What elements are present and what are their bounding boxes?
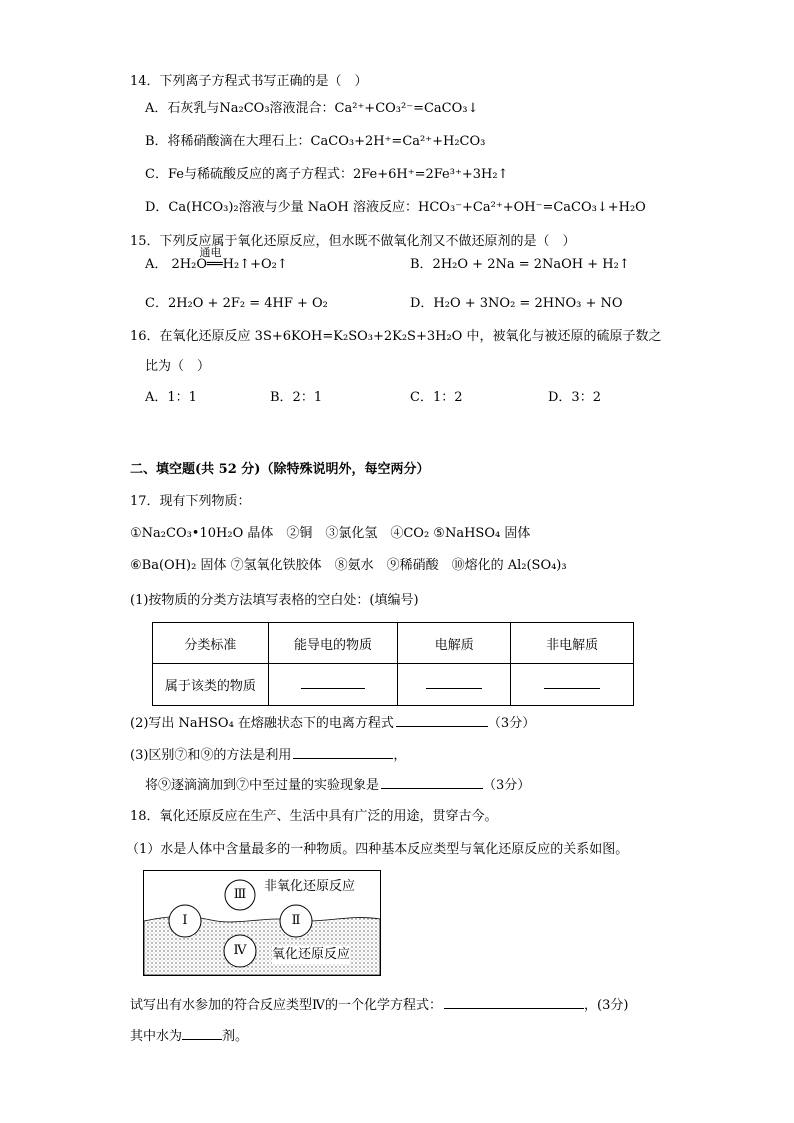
answer-blank[interactable] [426,676,482,689]
q17-substance-list-1: ①Na₂CO₃•10H₂O 晶体 ②铜 ③氯化氢 ④CO₂ ⑤NaHSO₄ 固体 [130,526,531,541]
answer-blank[interactable] [381,776,483,789]
q14-option-c: C．Fe与稀硫酸反应的离子方程式：2Fe+6H⁺=2Fe³⁺+3H₂↑ [145,167,509,182]
q15-option-d: D．H₂O + 3NO₂ = 2HNO₃ + NO [410,296,623,311]
diagram-numeral-1: Ⅰ [182,913,188,928]
answer-blank[interactable] [444,996,584,1009]
q15-option-a-equation: 2H₂O══H₂↑+O₂↑ [171,257,288,272]
q17-part-3-tail: ， [393,748,407,763]
q14-option-b: B．将稀硝酸滴在大理石上：CaCO₃+2H⁺=Ca²⁺+H₂CO₃ [145,134,486,149]
table-header-conductive: 能导电的物质 [268,623,398,664]
q16-option-c: C．1：2 [410,390,463,405]
q18-part-1-question [130,996,628,1015]
q18-part-1-role-tail: 剂。 [222,1029,249,1044]
q17-substance-list-2: ⑥Ba(OH)₂ 固体 ⑦氢氧化铁胶体 ⑧氨水 ⑨稀硝酸 ⑩熔化的 Al₂(SO₄)₃ [130,558,567,573]
q18-part-1-question-text: 试写出有水参加的符合反应类型Ⅳ的一个化学方程式： [130,998,442,1013]
classification-table [152,622,634,706]
q17-part-3 [130,746,406,765]
q15-option-a-condition: 通电 [199,246,222,259]
table-header-nonelectrolyte: 非电解质 [511,623,634,664]
table-row-label: 属于该类的物质 [153,664,269,706]
q18-part-1-role [130,1027,248,1046]
answer-blank[interactable] [301,676,365,689]
q15-option-a-equation-wrap [171,246,288,274]
q17-part-2 [130,714,535,733]
answer-blank[interactable] [293,746,393,759]
q15-stem: 15．下列反应属于氧化还原反应，但水既不做氧化剂又不做还原剂的是（ ） [130,234,576,249]
diagram-numeral-2: Ⅱ [291,913,301,928]
q15-option-a-label: A． [145,257,168,272]
q18-part-1-role-text: 其中水为 [130,1029,183,1044]
answer-blank[interactable] [396,714,488,727]
answer-blank[interactable] [544,676,600,689]
answer-blank[interactable] [182,1027,222,1040]
q16-option-b: B．2：1 [270,390,323,405]
q18-part-1-score: ，(3分) [584,998,629,1013]
q14-stem: 14．下列离子方程式书写正确的是（ ） [130,74,368,89]
q17-part-3-score: （3分） [483,778,531,793]
diagram-label-non-redox: 非氧化还原反应 [264,879,356,894]
q18-stem: 18．氧化还原反应在生产、生活中具有广泛的用途，贯穿古今。 [130,809,498,824]
table-header-criterion: 分类标准 [153,623,269,664]
table-cell-nonelectrolyte[interactable] [511,664,634,706]
diagram-numeral-3: Ⅲ [233,887,247,902]
q15-option-b: B．2H₂O + 2Na = 2NaOH + H₂↑ [410,257,630,272]
table-cell-electrolyte[interactable] [398,664,511,706]
q15-option-c: C．2H₂O + 2F₂ = 4HF + O₂ [145,296,328,311]
diagram-label-redox: 氧化还原反应 [272,947,351,962]
table-header-electrolyte: 电解质 [398,623,511,664]
q18-part-1: （1）水是人体中含量最多的一种物质。四种基本反应类型与氧化还原反应的关系如图。 [126,842,629,857]
q14-option-d: D．Ca(HCO₃)₂溶液与少量 NaOH 溶液反应：HCO₃⁻+Ca²⁺+OH⁻=CaCO₃↓+H₂O [145,200,646,215]
table-header-row [153,623,634,664]
q14-option-a: A．石灰乳与Na₂CO₃溶液混合：Ca²⁺+CO₃²⁻=CaCO₃↓ [145,101,479,116]
table-cell-conductive[interactable] [268,664,398,706]
q17-part-3-text: (3)区别⑦和⑨的方法是利用 [130,748,292,763]
q16-option-d: D．3：2 [548,390,601,405]
q17-part-3-cont-text: 将⑨逐滴滴加到⑦中至过量的实验现象是 [145,778,380,793]
q17-part-1: (1)按物质的分类方法填写表格的空白处：(填编号) [130,593,419,608]
q15-option-a [145,246,288,274]
q17-stem: 17．现有下列物质： [130,494,251,509]
diagram-numeral-4: Ⅳ [233,943,247,958]
reaction-type-diagram [143,870,381,976]
q17-part-3-cont [145,776,530,795]
q17-part-2-score: （3分） [487,716,536,731]
section-title: 二、填空题(共 52 分)（除特殊说明外，每空两分） [130,462,430,477]
q16-stem-cont: 比为（ ） [145,359,211,374]
table-row [153,664,634,706]
q17-part-2-text: (2)写出 NaHSO₄ 在熔融状态下的电离方程式 [130,716,394,731]
q16-stem: 16．在氧化还原反应 3S+6KOH=K₂SO₃+2K₂S+3H₂O 中，被氧化与被还原的硫原子数之 [130,329,662,344]
q16-option-a: A．1：1 [145,390,197,405]
